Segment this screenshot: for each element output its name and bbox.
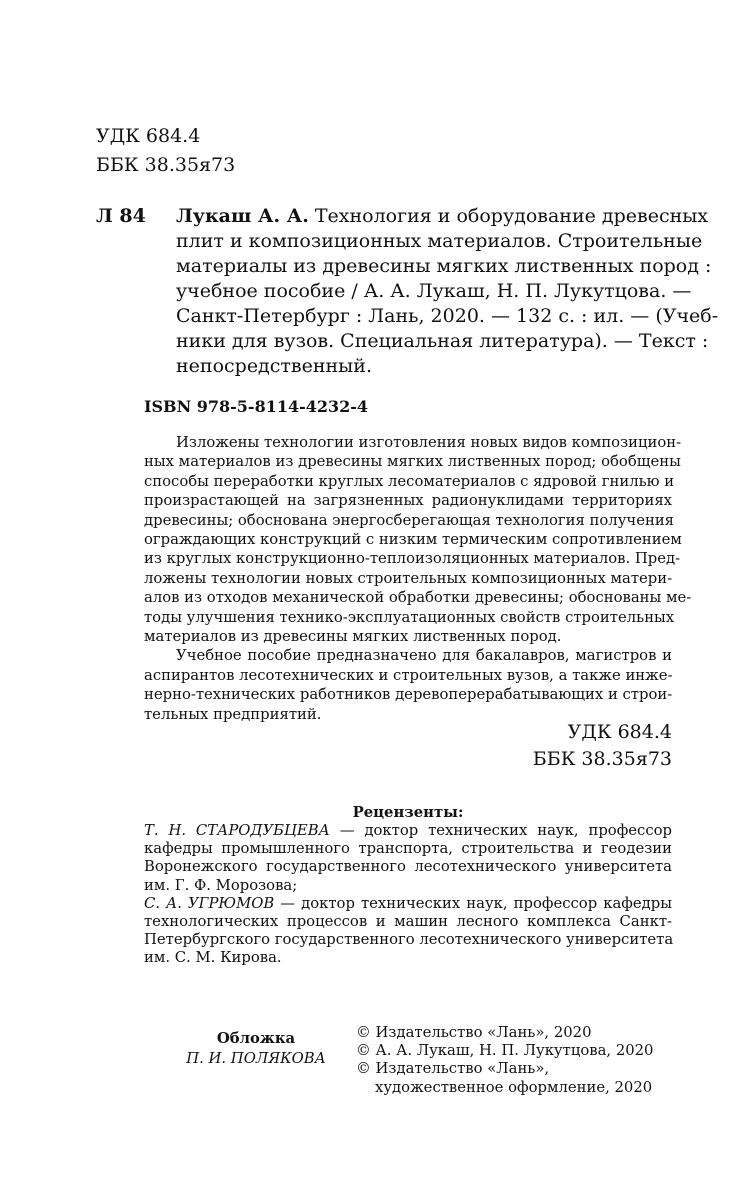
abstract-line: нерно-технических работников деревоперерабатывающих и строи-	[144, 686, 673, 704]
cover-label: Обложка	[216, 1030, 296, 1047]
abstract-line: тельных предприятий.	[144, 705, 322, 723]
abstract-line: Изложены технологии изготовления новых видов композицион-	[176, 434, 682, 451]
bibliographic-entry	[176, 204, 719, 379]
reviewer-line: им. С. М. Кирова.	[144, 949, 282, 967]
abstract-line: материалов из древесины мягких лиственных пород.	[144, 628, 562, 646]
reviewer-2-name: С. А. УГРЮМОВ	[144, 894, 275, 912]
reviewer-line: Т. Н. СТАРОДУБЦЕВА — доктор технических наук, профессор	[144, 822, 672, 839]
cover-designer: П. И. ПОЛЯКОВА	[186, 1050, 326, 1067]
abstract-line: произрастающей на загрязненных радионуклидами территориях	[144, 492, 672, 510]
copyright-line: © А. А. Лукаш, Н. П. Лукутцова, 2020	[356, 1042, 654, 1060]
abstract-line: древесины; обоснована энергосберегающая технология получения	[144, 511, 675, 529]
entry-line: ники для вузов. Специальная литература). — Текст :	[176, 330, 709, 352]
abstract-line: Учебное пособие предназначено для бакалавров, магистров и	[176, 647, 672, 665]
reviewer-line: Воронежского государственного лесотехнического университета	[144, 858, 672, 876]
reviewer-line: С. А. УГРЮМОВ — доктор технических наук, профессор кафедры	[144, 894, 672, 912]
entry-line: Лукаш А. А. Технология и оборудование древесных	[176, 205, 709, 227]
reviewer-1-name: Т. Н. СТАРОДУБЦЕВА	[144, 822, 330, 839]
abstract-line: ложены технологии новых строительных композиционных матери-	[144, 569, 673, 587]
entry-line: учебное пособие / А. А. Лукаш, Н. П. Лукутцова. —	[176, 280, 692, 302]
entry-author: Лукаш А. А.	[176, 205, 309, 227]
copyright-line: © Издательство «Лань»,	[356, 1060, 550, 1078]
entry-line: плит и композиционных материалов. Строительные	[176, 230, 703, 252]
abstract-line: алов из отходов механической обработки древесины; обоснованы ме-	[144, 589, 692, 607]
copyright-line: © Издательство «Лань», 2020	[356, 1024, 592, 1041]
entry-line: непосредственный.	[176, 355, 373, 377]
reviewer-line: кафедры промышленного транспорта, строительства и геодезии	[144, 840, 672, 858]
reviewer-line: Петербургского государственного лесотехнического университета	[144, 931, 674, 949]
copyright-line: художественное оформление, 2020	[375, 1078, 653, 1096]
entry-line: материалы из древесины мягких лиственных пород :	[176, 255, 712, 277]
footer-bbk-code: ББК 38.35я73	[532, 748, 672, 770]
abstract-line: ных материалов из древесины мягких лиственных пород; обобщены	[144, 453, 681, 471]
author-mark-code: Л 84	[96, 205, 146, 227]
author-mark	[96, 204, 146, 229]
copyrights	[356, 1024, 676, 1097]
footer-udk-code: УДК 684.4	[567, 721, 672, 743]
abstract-line: ограждающих конструкций с низким термическим сопротивлением	[144, 531, 682, 549]
reviewers	[144, 822, 672, 968]
bbk-code: ББК 38.35я73	[96, 154, 236, 176]
isbn: ISBN 978-5-8114-4232-4	[144, 397, 369, 416]
udk-code: УДК 684.4	[96, 125, 201, 147]
abstract	[144, 433, 692, 724]
abstract-line: способы переработки круглых лесоматериалов с ядровой гнилью и	[144, 472, 675, 490]
abstract-line: из круглых конструкционно-теплоизоляционных материалов. Пред-	[144, 550, 681, 568]
abstract-line: тоды улучшения технико-эксплуатационных свойств строительных	[144, 608, 675, 626]
reviewer-line: им. Г. Ф. Морозова;	[144, 876, 298, 894]
reviewers-title: Рецензенты:	[352, 804, 464, 821]
reviewer-line: технологических процессов и машин лесного комплекса Санкт-	[144, 913, 672, 931]
entry-line: Санкт-Петербург : Лань, 2020. — 132 с. : ил. — (Учеб-	[176, 305, 719, 327]
abstract-line: аспирантов лесотехнических и строительных вузов, а также инже-	[144, 666, 673, 684]
